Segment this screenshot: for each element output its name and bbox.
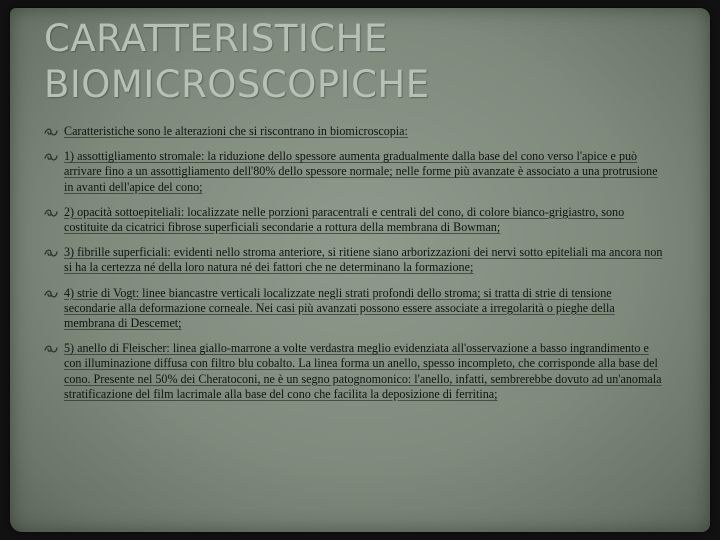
bullet-text: Caratteristiche sono le alterazioni che si riscontrano in biomicroscopia: [64, 124, 408, 138]
decorative-swirl-icon [44, 289, 58, 299]
bullet-1 [44, 149, 666, 195]
bullet-text: 1) assottigliamento stromale: la riduzione dello spessore aumenta gradualmente dalla base del cono verso l'apice e può arrivare fino a un assottigliamento dell'80% dello spessore normale; nelle forme più avanzate è associato a una protrusione in avanti dell'apice del cono; [64, 149, 658, 194]
bullet-text: 3) fibrille superficiali: evidenti nello stroma anteriore, si ritiene siano arborizzazioni dei nervi sotto epiteliali ma ancora non si ha la certezza né della loro natura né dei fattori che ne determinano la formazione; [64, 245, 663, 275]
slide-title-line-2: BIOMICROSCOPICHE [44, 63, 430, 106]
bullet-intro [44, 124, 666, 139]
bullet-2 [44, 205, 666, 235]
bullet-text: 4) strie di Vogt: linee biancastre verticali localizzate negli strati profondi dello stroma; si tratta di strie di tensione secondarie alla deformazione corneale. Nei casi più avanzati possono essere associate a irregolarità o pieghe della membrana di Descemet; [64, 285, 615, 331]
decorative-swirl-icon [44, 127, 58, 137]
bullet-4 [44, 286, 666, 332]
bullet-3 [44, 245, 666, 275]
bullet-text: 5) anello di Fleischer: linea giallo-marrone a volte verdastra meglio evidenziata all'osservazione a basso ingrandimento e con illuminazione diffusa con filtro blu cobalto. La linea forma un anello, spesso incompleto, che corrisponde alla base del cono. Presente nel 50% dei Cheratoconi, ne è un segno patognomonico: l'anello, infatti, sembrerebbe dovuto ad un'anomala stratificazione del film lacrimale alla base del cono che facilita la deposizione di ferritina; [64, 341, 662, 401]
decorative-swirl-icon [44, 344, 58, 354]
slide-title [44, 16, 684, 108]
bullet-5 [44, 341, 666, 402]
bullet-text: 2) opacità sottoepiteliali: localizzate nelle porzioni paracentrali e centrali del cono, di colore bianco-grigiastro, sono costituite da cicatrici fibrose superficiali secondarie a rottura della membrana di Bowman; [64, 204, 625, 235]
decorative-swirl-icon [44, 248, 58, 258]
decorative-swirl-icon [44, 208, 58, 218]
slide-title-line-1: CARATTERISTICHE [44, 17, 388, 60]
decorative-swirl-icon [44, 152, 58, 162]
bullet-list [44, 124, 666, 412]
